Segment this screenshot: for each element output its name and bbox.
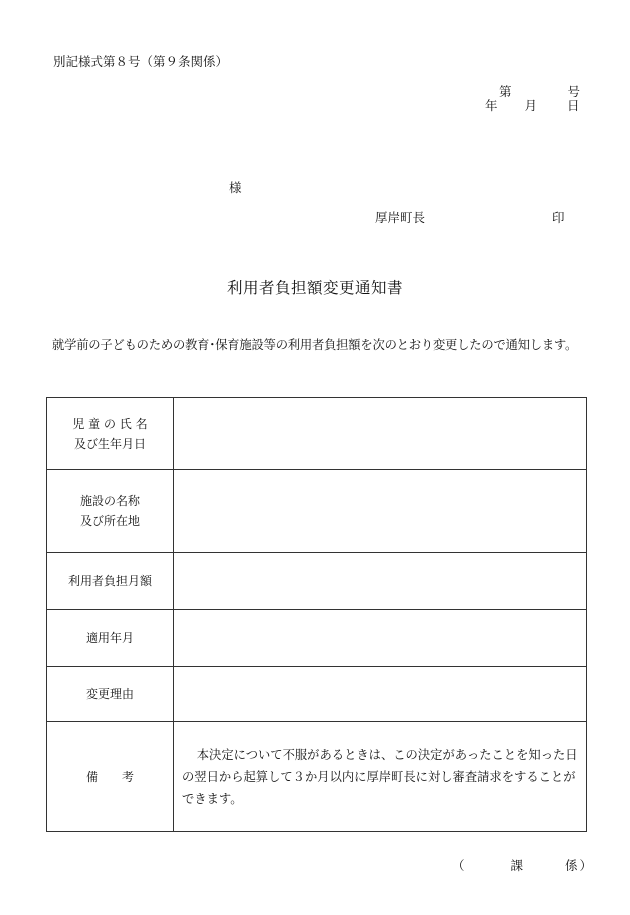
table-row-monthly (47, 553, 587, 610)
reason-value-cell[interactable] (174, 667, 587, 722)
close-paren: ） (579, 858, 593, 873)
intro-text: 就学前の子どものための教育･保育施設等の利用者負担額を次のとおり変更したので通知します。 (52, 338, 578, 352)
day-label: 日 (567, 98, 580, 113)
section-label: 課 (510, 858, 524, 873)
monthly-label: 利用者負担月額 (47, 553, 174, 610)
remarks-text: 本決定について不服があるときは、この決定があったことを知った日の翌日から起算して３か月以内に厚岸町長に対し審査請求をすることができます。 (182, 747, 578, 806)
facility-value-cell[interactable] (174, 470, 587, 553)
table-row-reason (47, 667, 587, 722)
year-label: 年 (485, 98, 498, 113)
addressee-suffix: 様 (229, 180, 242, 195)
remarks-cell (174, 722, 587, 832)
child-label (47, 398, 174, 470)
child-label-line-1: 児 童 の 氏 名 (72, 416, 148, 431)
child-label-line-2: 及び生年月日 (73, 436, 146, 451)
reason-label: 変更理由 (47, 667, 174, 722)
table-row-applied (47, 610, 587, 667)
remarks-label: 備 考 (47, 722, 174, 832)
date-line (485, 96, 580, 114)
number-suffix: 号 (567, 84, 581, 99)
department-line (452, 856, 592, 874)
child-value-cell[interactable] (174, 398, 587, 470)
monthly-value-cell[interactable] (174, 553, 587, 610)
staff-label: 係 (565, 858, 578, 873)
open-paren: （ (452, 858, 465, 873)
facility-label (47, 470, 174, 553)
month-label: 月 (524, 98, 538, 113)
facility-label-line-1: 施設の名称 (79, 494, 140, 508)
document-title: 利用者負担額変更通知書 (226, 279, 403, 297)
table-row-facility (47, 470, 587, 553)
seal-mark: 印 (552, 210, 565, 225)
table-row-child (47, 398, 587, 470)
table-row-remarks (47, 722, 587, 832)
applied-label: 適用年月 (47, 610, 174, 667)
form-number-label: 別記様式第８号（第９条関係） (53, 54, 229, 69)
issuer-name: 厚岸町長 (375, 210, 426, 225)
number-prefix: 第 (499, 84, 512, 99)
notice-table (46, 397, 587, 832)
applied-value-cell[interactable] (174, 610, 587, 667)
facility-label-line-2: 及び所在地 (79, 514, 140, 528)
